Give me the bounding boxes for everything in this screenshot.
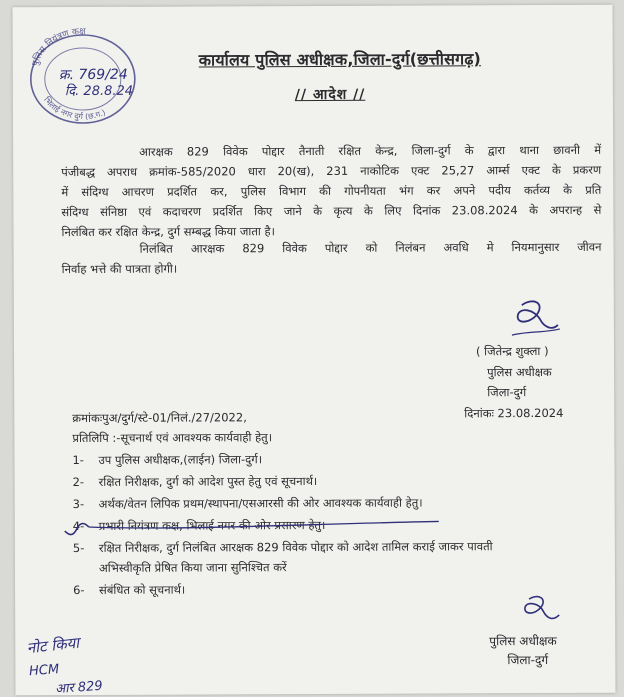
order-title: // आदेश // [294, 86, 366, 104]
signatory-designation: पुलिस अधीक्षक [487, 364, 552, 380]
list-item [73, 560, 287, 576]
svg-text:दि. 28.8.24: दि. 28.8.24 [64, 83, 134, 100]
para1-line: में संदिग्ध आचरण प्रदर्शित कर, पुलिस विभाग की गोपनीयता भंग कर अपने पदीय कर्तव्य के प्रति [61, 182, 602, 200]
note-line: आर 829 [54, 678, 104, 697]
svg-text:भिलाई नगर दुर्ग (छ.ग.): भिलाई नगर दुर्ग (छ.ग.) [41, 95, 107, 122]
list-item [73, 583, 185, 598]
para2-line: निलंबित आरक्षक 829 विवेक पोद्दार को निलंबन अवधि मे नियमानुसार जीवन [139, 239, 602, 256]
list-item-text: प्रभारी नियंत्रण कक्ष, भिलाई नगर की ओर प्रसारण हेतु। [98, 517, 326, 533]
signatory-name: ( जितेन्द्र शुक्ला ) [475, 343, 549, 359]
signatory-date: दिनांकः 23.08.2024 [464, 405, 564, 421]
list-item-text: संबंधित को सूचनार्थ। [99, 582, 186, 597]
list-item-number: 4- [72, 519, 85, 534]
svg-text:पुलिस नियंत्रण कक्ष: पुलिस नियंत्रण कक्ष [30, 26, 86, 68]
signature-mark [504, 295, 564, 343]
list-item-text: रक्षित निरीक्षक, दुर्ग निलंबित आरक्षक 829 विवेक पोद्दार को आदेश तामिल कराई जाकर पावती [98, 539, 493, 555]
document-page [13, 5, 616, 696]
list-item [72, 452, 262, 468]
list-item-text: अभिस्वीकृति प्रेषित किया जाना सुनिश्चित करें [98, 560, 287, 575]
signature-mark [513, 591, 563, 631]
para1-line: आरक्षक 829 विवेक पोद्दार तैनाती रक्षित केन्द्र, जिला-दुर्ग के द्वारा थाना छावनी में [139, 142, 602, 159]
reference-number: क्रमांकःपुअ/दुर्ग/स्टे-01/निलं./27/2022, [72, 410, 247, 426]
list-item-number: 5- [72, 541, 85, 556]
order-paragraph-1 [61, 140, 601, 242]
police-stamp-seal [25, 27, 165, 128]
list-item [73, 474, 318, 490]
list-item [73, 539, 493, 556]
list-item-text: अर्थक/वेतन लिपिक प्रथम/स्थापना/एसआरसी की ओर आवश्यक कार्यवाही हेतु। [98, 495, 423, 511]
footer-district: जिला-दुर्ग [507, 652, 549, 668]
note-line: नोट किया [25, 633, 80, 658]
svg-text:क्र. 769/24: क्र. 769/24 [58, 66, 128, 84]
footer-designation: पुलिस अधीक्षक [489, 633, 557, 649]
order-paragraph-2 [62, 237, 602, 279]
list-item-number: 2- [72, 475, 85, 490]
list-item [73, 496, 423, 513]
list-item-number: 1- [72, 453, 84, 468]
list-item-number: 6- [73, 583, 85, 598]
list-item-number: 3- [72, 497, 85, 512]
list-item-text: रक्षित निरीक्षक, दुर्ग को आदेश पुस्त हेतु एवं सूचनार्थ। [98, 473, 318, 489]
note-line: HCM [28, 662, 60, 680]
para2-line: निर्वाह भत्ते की पात्रता होगी। [61, 261, 178, 277]
copy-intro: प्रतिलिपि :-सूचनार्थ एवं आवश्यक कार्यवाही हेतु। [72, 430, 273, 446]
pen-tick-mark [63, 515, 443, 539]
para1-line: पंजीबद्ध अपराध क्रमांक-585/2020 धारा 20(ख), 231 नाकोटिक एक्ट 25,27 आर्म्स एक्ट के प्रकरण [61, 162, 602, 180]
para1-line: संदिग्ध संनिष्ठा एवं कदाचरण प्रदर्शित किए जाने के कृत्य के लिए दिनांक 23.08.2024 के अपरान्ह से [61, 202, 602, 220]
office-heading: कार्यालय पुलिस अधीक्षक,जिला-दुर्ग(छत्तीसगढ़) [198, 49, 482, 70]
signatory-district: जिला-दुर्ग [487, 385, 527, 400]
list-item-text: उप पुलिस अधीक्षक,(लाईन) जिला-दुर्ग। [98, 452, 263, 467]
handwritten-note [15, 627, 175, 696]
para1-line: निलंबित कर रक्षित केन्द्र, दुर्ग सम्बद्ध किया जाता है। [61, 224, 275, 240]
